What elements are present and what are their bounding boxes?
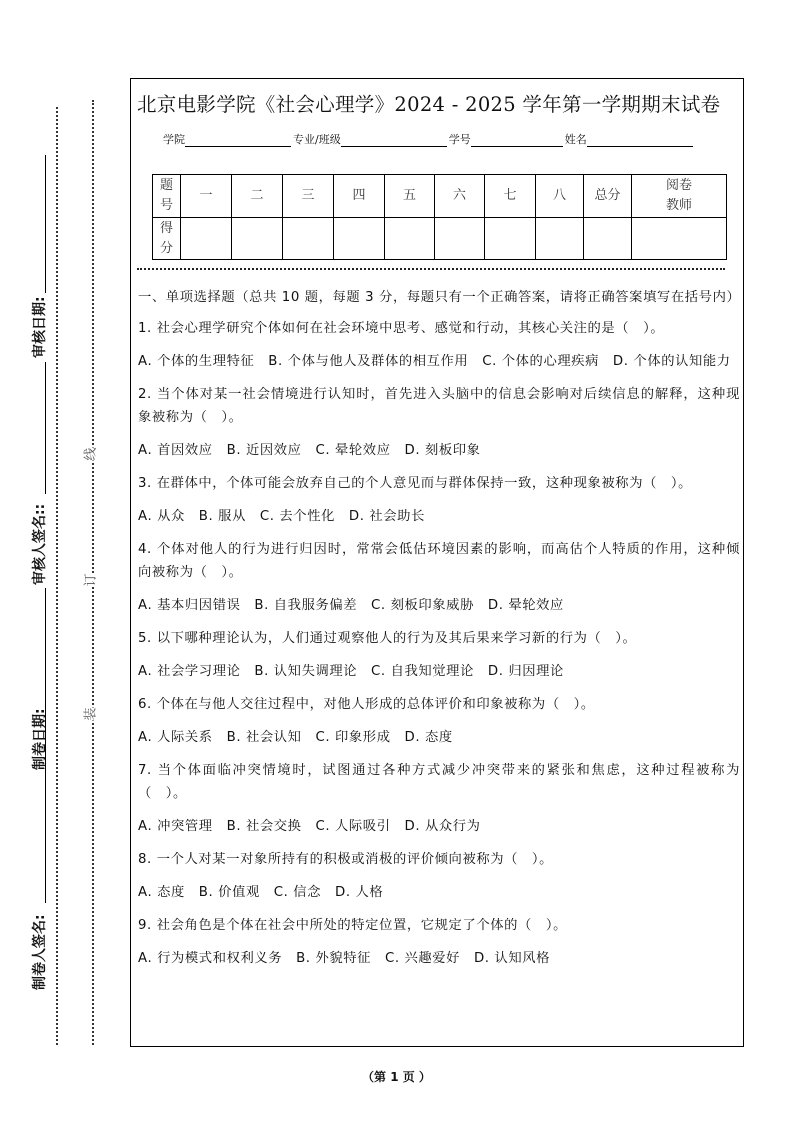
question-5-stem: 5. 以下哪种理论认为，人们通过观察他人的行为及其后果来学习新的行为（ ）。 xyxy=(138,631,637,646)
question-8-options: A. 态度 B. 价值观 C. 信念 D. 人格 xyxy=(138,885,384,900)
col-2: 二 xyxy=(232,175,283,218)
question-7-stem: 7. 当个体面临冲突情境时，试图通过各种方式减少冲突带来的紧张和焦虑，这种过程被称为（ ）。 xyxy=(138,763,740,801)
row-label-score: 得 分 xyxy=(153,218,181,260)
review-date-line-bottom xyxy=(45,362,46,494)
score-cell-3[interactable] xyxy=(283,218,334,260)
cut-mark-xian: 线 xyxy=(83,447,99,461)
question-number-row xyxy=(153,175,727,218)
major-class-field[interactable] xyxy=(341,132,447,147)
col-grader: 阅卷 教师 xyxy=(632,175,727,218)
student-info-row xyxy=(163,131,695,147)
score-cell-1[interactable] xyxy=(181,218,232,260)
question-8-stem: 8. 一个人对某一对象所持有的积极或消极的评价倾向被称为（ ）。 xyxy=(138,852,554,867)
page-number: （第 1 页 ） xyxy=(362,1070,431,1084)
score-cell-total[interactable] xyxy=(584,218,632,260)
maker-signature-label: 制卷人签名: xyxy=(32,914,48,990)
name-label: 姓名 xyxy=(564,133,587,146)
review-date-label: 审核日期: xyxy=(32,296,48,358)
score-cell-5[interactable] xyxy=(385,218,435,260)
col-3: 三 xyxy=(283,175,334,218)
col-8: 八 xyxy=(536,175,584,218)
question-4-options: A. 基本归因错误 B. 自我服务偏差 C. 刻板印象威胁 D. 晕轮效应 xyxy=(138,598,564,613)
exam-frame xyxy=(130,78,744,1047)
section-single-choice xyxy=(138,286,740,980)
student-id-field[interactable] xyxy=(471,132,563,147)
score-cell-6[interactable] xyxy=(435,218,485,260)
question-1-options: A. 个体的生理特征 B. 个体与他人及群体的相互作用 C. 个体的心理疾病 D. 个体的认知能力 xyxy=(138,354,731,369)
exam-title: 北京电影学院《社会心理学》2024 - 2025 学年第一学期期末试卷 xyxy=(137,93,721,116)
maker-date-label: 制卷日期: xyxy=(32,708,48,770)
reviewer-signature-label: 审核人签名:: xyxy=(32,503,48,585)
score-table xyxy=(152,174,727,260)
major-class-label: 专业/班级 xyxy=(293,133,341,146)
college-label: 学院 xyxy=(163,133,185,146)
question-6-options: A. 人际关系 B. 社会认知 C. 印象形成 D. 态度 xyxy=(138,730,453,745)
question-4-stem: 4. 个体对他人的行为进行归因时，常常会低估环境因素的影响，而高估个人特质的作用，这种倾向被称为（ ）。 xyxy=(138,542,740,580)
question-3-stem: 3. 在群体中，个体可能会放弃自己的个人意见而与群体保持一致，这种现象被称为（ ）。 xyxy=(138,476,693,491)
col-total: 总分 xyxy=(584,175,632,218)
score-row xyxy=(153,218,727,260)
score-cell-grader[interactable] xyxy=(632,218,727,260)
col-4: 四 xyxy=(334,175,385,218)
cut-mark-zhuang: 装 xyxy=(83,707,99,721)
question-9-stem: 9. 社会角色是个体在社会中所处的特定位置，它规定了个体的（ ）。 xyxy=(138,918,567,933)
name-field[interactable] xyxy=(587,132,693,147)
col-6: 六 xyxy=(435,175,485,218)
dotted-separator xyxy=(137,268,725,270)
score-cell-2[interactable] xyxy=(232,218,283,260)
question-2-options: A. 首因效应 B. 近因效应 C. 晕轮效应 D. 刻板印象 xyxy=(138,443,481,458)
col-1: 一 xyxy=(181,175,232,218)
col-5: 五 xyxy=(385,175,435,218)
review-date-line-top xyxy=(45,155,46,293)
college-field[interactable] xyxy=(185,132,291,147)
score-cell-7[interactable] xyxy=(485,218,536,260)
student-id-label: 学号 xyxy=(448,133,471,146)
question-1-stem: 1. 社会心理学研究个体如何在社会环境中思考、感觉和行动，其核心关注的是（ ）。 xyxy=(138,321,665,336)
row-label-question: 题 号 xyxy=(153,175,181,218)
question-6-stem: 6. 个体在与他人交往过程中，对他人形成的总体评价和印象被称为（ ）。 xyxy=(138,697,595,712)
col-7: 七 xyxy=(485,175,536,218)
inner-dotted-line xyxy=(56,107,58,1045)
question-2-stem: 2. 当个体对某一社会情境进行认知时，首先进入头脑中的信息会影响对后续信息的解释，这种现象被称为（ ）。 xyxy=(138,387,740,425)
score-cell-4[interactable] xyxy=(334,218,385,260)
question-9-options: A. 行为模式和权利义务 B. 外貌特征 C. 兴趣爱好 D. 认知风格 xyxy=(138,951,551,966)
cut-mark-ding: 订 xyxy=(83,573,99,587)
maker-date-line-bottom xyxy=(45,775,46,903)
score-cell-8[interactable] xyxy=(536,218,584,260)
question-7-options: A. 冲突管理 B. 社会交换 C. 人际吸引 D. 从众行为 xyxy=(138,819,481,834)
question-5-options: A. 社会学习理论 B. 认知失调理论 C. 自我知觉理论 D. 归因理论 xyxy=(138,664,564,679)
section-heading: 一、单项选择题（总共 10 题，每题 3 分，每题只有一个正确答案，请将正确答案填写在括号内） xyxy=(138,290,741,305)
question-3-options: A. 从众 B. 服从 C. 去个性化 D. 社会助长 xyxy=(138,509,425,524)
